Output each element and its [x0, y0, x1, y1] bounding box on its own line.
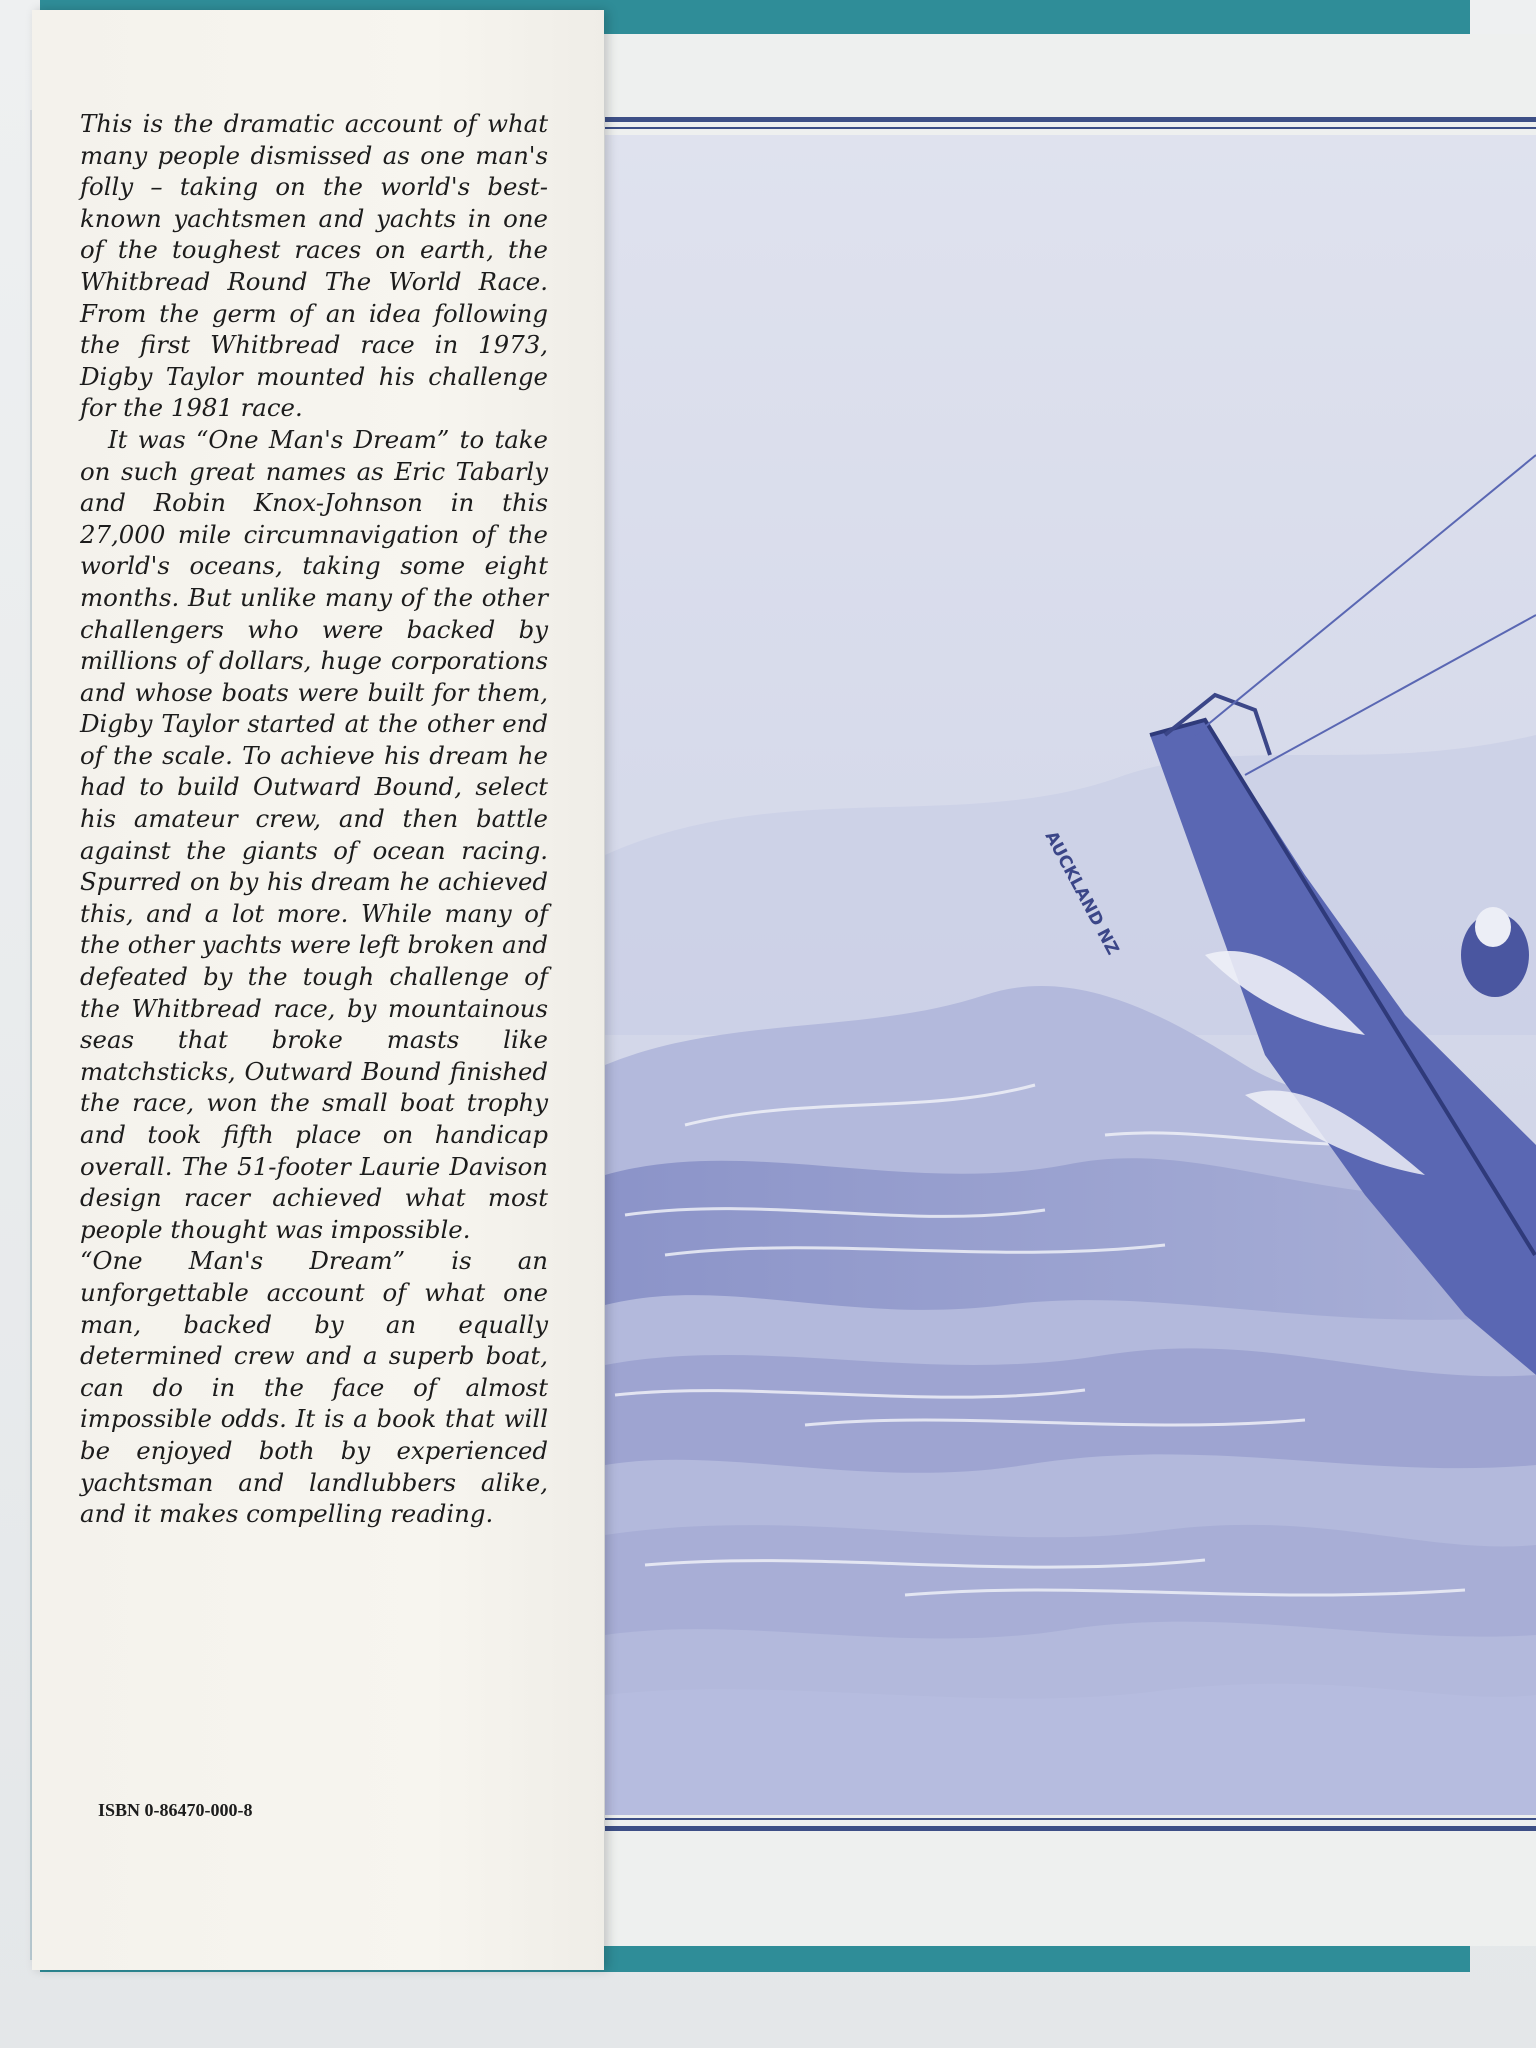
isbn-number: ISBN 0-86470-000-8 [98, 1800, 253, 1820]
blurb-paragraph-1: This is the dramatic account of what many people dismissed as one man's folly – taking on the world's best-known yachtsmen and yachts in one of the toughest races on earth, the Whitbread Round The World Race. From the germ of an idea following the first Whitbread race in 1973, Digby Taylor mounted his challenge for the 1981 race. [80, 109, 548, 423]
wave-band-3 [605, 1525, 1536, 1639]
sea-drawing [605, 135, 1536, 1815]
wave-band-4 [605, 1684, 1536, 1815]
crew-face [1475, 907, 1511, 947]
top-border-rule [605, 117, 1536, 122]
blurb-paragraph-2: It was “One Man's Dream” to take on such great names as Eric Tabarly and Robin Knox-Johnson in this 27,000 mile circumnavigation of the world's oceans, taking some eight months. But unlike many of the other challengers who were backed by millions of dollars, huge corporations and whose boats were built for them, Digby Taylor started at the other end of the scale. To achieve his dream he had to build Outward Bound, select his amateur crew, and then battle against the giants of ocean racing. Spurred on by his dream he achieved this, and a lot more. While many of the other yachts were left broken and defeated by the tough challenge of the Whitbread race, by mountainous seas that broke masts like matchsticks, Outward Bound finished the race, won the small boat trophy and took fifth place on handicap overall. The 51-footer Laurie Davison design racer achieved what most people thought was impossible. [80, 424, 548, 1244]
top-border-rule-thin [605, 127, 1536, 129]
yacht-sea-illustration [605, 135, 1536, 1815]
bottom-border-rule [605, 1826, 1536, 1831]
flap-blurb [80, 108, 548, 1530]
blurb-paragraph-3: “One Man's Dream” is an unforgettable account of what one man, backed by an equally determined crew and a superb boat, can do in the face of almost impossible odds. It is a book that will be enjoyed both by experienced yachtsman and landlubbers alike, and it makes compelling reading. [80, 1246, 548, 1529]
bottom-border-rule-thin [605, 1818, 1536, 1820]
hull-lettering: AUCKLAND NZ [1040, 827, 1123, 959]
